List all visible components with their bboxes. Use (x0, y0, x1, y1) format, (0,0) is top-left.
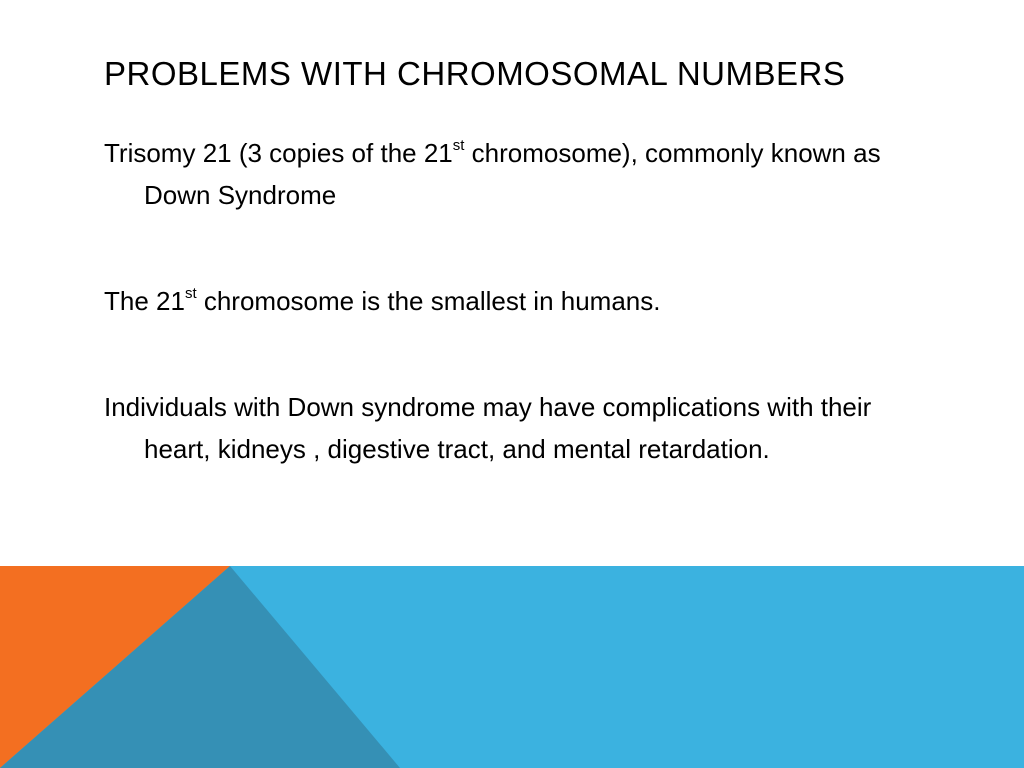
ordinal-suffix: st (452, 137, 465, 154)
paragraph-smallest-chromosome (104, 280, 944, 322)
paragraph-complications: Individuals with Down syndrome may have complications with their heart, kidneys , digestive tract, and mental retardation. (104, 392, 872, 464)
paragraph-spacer (104, 322, 944, 386)
decorative-footer-shapes (0, 566, 1024, 768)
paragraph-smallest-chromosome-text-start: The 21 (104, 286, 185, 316)
paragraph-smallest-chromosome-text-end: chromosome is the smallest in humans. (196, 286, 661, 316)
paragraph-trisomy-21 (104, 132, 944, 216)
slide-title: PROBLEMS WITH CHROMOSOMAL NUMBERS (104, 55, 846, 92)
ordinal-suffix: st (184, 285, 197, 302)
paragraph-trisomy-21-text-end: chromosome), commonly known as Down Syndrome (144, 138, 881, 210)
slide-body (104, 132, 944, 470)
paragraph-spacer (104, 216, 944, 280)
paragraph-trisomy-21-text-start: Trisomy 21 (3 copies of the 21 (104, 138, 453, 168)
